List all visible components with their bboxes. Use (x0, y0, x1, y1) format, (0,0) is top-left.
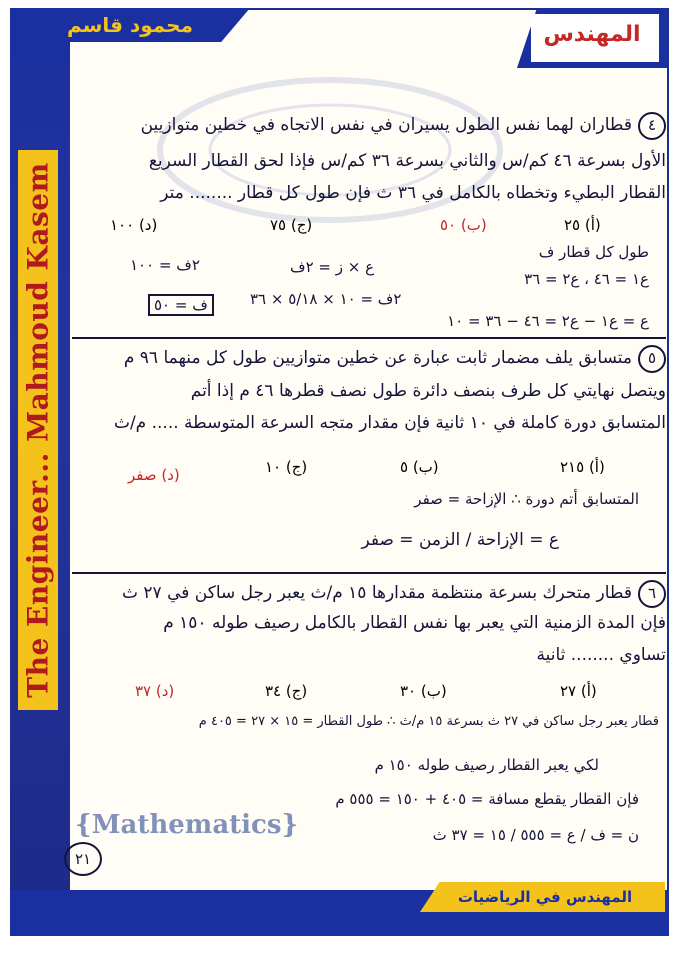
divider-2 (72, 572, 666, 574)
divider-1 (72, 337, 666, 339)
q4-choice-a: (أ) ٢٥ (564, 216, 601, 234)
q4-line1 (72, 112, 666, 140)
q5-line2: ويتصل نهايتي كل طرف بنصف دائرة طول نصف قطرها ٤٦ م إذا أتم (190, 381, 666, 401)
q5-text-1: متسابق يلف مضمار ثابت عبارة عن خطين متوازيين طول كل منهما ٩٦ م (123, 348, 632, 368)
q4-line3: القطار البطيء وتخطاه بالكامل في ٣٦ ث فإن طول كل قطار ........ متر (160, 183, 666, 203)
q4-line2: الأول بسرعة ٤٦ كم/س والثاني بسرعة ٣٦ كم/س فإذا لحق القطار السريع (148, 151, 666, 171)
author-name: محمود قاسم (67, 13, 193, 37)
q4-text-1: قطاران لهما نفس الطول يسيران في نفس الاتجاه في خطين متوازيين (140, 115, 632, 135)
side-title: The Engineer... Mahmoud Kasem (21, 162, 55, 698)
q5-line3: المتسابق دورة كاملة في ١٠ ثانية فإن مقدار متجه السرعة المتوسطة ..... م/ث (113, 413, 666, 433)
logo (517, 8, 667, 68)
q5-choice-d: (د) صفر (128, 466, 180, 484)
q5-choice-a: (أ) ٢١٥ (560, 458, 605, 476)
q4-work-2: ع١ = ٤٦ ، ع٢ = ٣٦ (524, 270, 649, 288)
q4-choice-d: (د) ١٠٠ (110, 216, 158, 234)
q4-number: ٤ (638, 112, 666, 140)
q6-text-1: قطار متحرك بسرعة منتظمة مقدارها ١٥ م/ث يعبر رجل ساكن في ٢٧ ث (122, 583, 632, 603)
q6-line1 (72, 580, 666, 608)
q5-choice-b: (ب) ٥ (400, 458, 439, 476)
page-number: ٢١ (64, 842, 102, 876)
q6-number: ٦ (638, 580, 666, 608)
logo-text: المهندس (543, 22, 641, 47)
q6-line3: تساوي ........ ثانية (536, 645, 666, 665)
q4-choice-c: (ج) ٧٥ (270, 216, 313, 234)
q4-work-3: ع = ع١ − ع٢ = ٤٦ − ٣٦ = ١٠ (447, 312, 649, 330)
q4-work-6: ٢ف = ١٠٠ (130, 256, 200, 274)
q5-number: ٥ (638, 345, 666, 373)
q6-choice-c: (ج) ٣٤ (265, 682, 308, 700)
q4-work-4: ٢ف = ١٠ × ٥/١٨ × ٣٦ (250, 290, 402, 308)
q6-work-4: ن = ف / ع = ٥٥٥ / ١٥ = ٣٧ ث (432, 826, 639, 844)
q6-work-3: فإن القطار يقطع مسافة = ٤٠٥ + ١٥٠ = ٥٥٥ م (335, 790, 639, 808)
q4-work-1: طول كل قطار ف (538, 243, 649, 261)
q5-line1 (72, 345, 666, 373)
q5-work-2: ع = الإزاحة / الزمن = صفر (361, 530, 559, 550)
q6-line2: فإن المدة الزمنية التي يعبر بها نفس القطار بالكامل رصيف طوله ١٥٠ م (163, 613, 666, 633)
footer-text: المهندس في الرياضيات (457, 888, 633, 906)
mathematics-watermark: {Mathematics} (75, 810, 299, 840)
q4-answer-box: ف = ٥٠ (148, 294, 214, 316)
q4-choice-b: (ب) ٥٠ (440, 216, 487, 234)
q6-choice-d: (د) ٣٧ (135, 682, 175, 700)
q6-work-2: لكي يعبر القطار رصيف طوله ١٥٠ م (374, 756, 599, 774)
q6-choice-a: (أ) ٢٧ (560, 682, 597, 700)
q4-work-5: ع × ز = ٢ف (290, 258, 375, 276)
q6-work-1: قطار يعبر رجل ساكن في ٢٧ ث بسرعة ١٥ م/ث ∴ طول القطار = ١٥ × ٢٧ = ٤٠٥ م (198, 714, 659, 729)
q5-work-1: المتسابق أتم دورة ∴ الإزاحة = صفر (414, 490, 639, 508)
q6-choice-b: (ب) ٣٠ (400, 682, 447, 700)
q5-choice-c: (ج) ١٠ (265, 458, 308, 476)
